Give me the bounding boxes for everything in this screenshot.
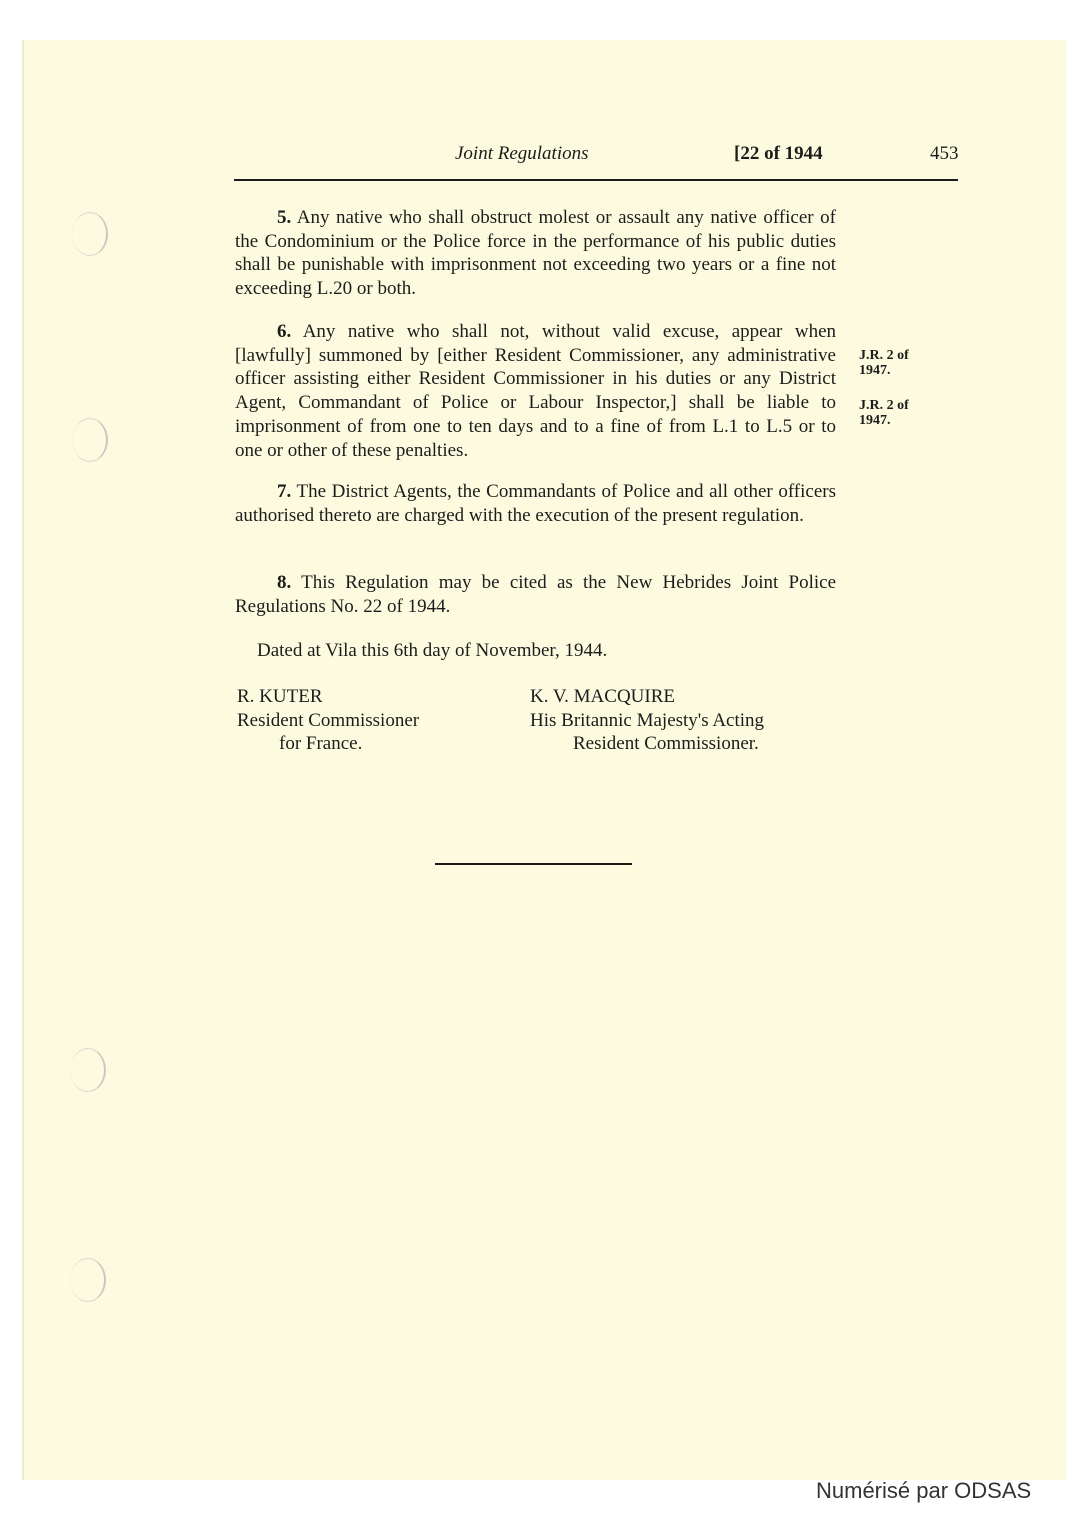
paragraph-7 xyxy=(235,480,836,527)
header-title: Joint Regulations xyxy=(455,143,589,164)
signatory-title: Resident Commissioner xyxy=(237,709,420,731)
paragraph-text: The District Agents, the Commandants of Police and all other officers authorised thereto are charged with the execution of the present regulation. xyxy=(235,481,836,526)
dated-line: Dated at Vila this 6th day of November, 1944. xyxy=(257,640,608,661)
paragraph-5 xyxy=(235,206,836,301)
paragraph-number: 8. xyxy=(277,572,292,593)
margin-note-line: J.R. 2 of xyxy=(859,348,909,363)
paragraph-number: 5. xyxy=(277,207,292,228)
paragraph-text: Any native who shall obstruct molest or assault any native officer of the Condominium or the Police force in the performance of his public duties shall be punishable with imprisonment not exceeding two years or a fine not exceeding L.20 or both. xyxy=(235,207,836,300)
paragraph-text: This Regulation may be cited as the New Hebrides Joint Police Regulations No. 22 of 1944. xyxy=(235,572,836,617)
signatory-britain xyxy=(530,685,764,756)
page-edge xyxy=(22,40,24,1480)
signatory-title: for France. xyxy=(279,733,363,754)
signatory-name: R. KUTER xyxy=(237,686,323,707)
paragraph-text: Any native who shall not, without valid excuse, appear when [lawfully] summoned by [either Resident Commissioner, any administrative officer assisting either Resident Commissioner in his duties or any District Agent, Commandant of Police or Labour Inspector,] shall be liable to imprisonment of from one to ten days and to a fine of from L.1 to L.5 or to one or other of these penalties. xyxy=(235,321,837,461)
paragraph-number: 6. xyxy=(277,321,292,342)
signatory-france xyxy=(237,685,419,756)
margin-note-line: 1947. xyxy=(859,413,891,428)
margin-note xyxy=(859,398,939,428)
punch-hole xyxy=(72,212,108,256)
signatory-title: His Britannic Majesty's Acting xyxy=(530,709,765,731)
punch-hole xyxy=(70,1048,106,1092)
margin-note-line: J.R. 2 of xyxy=(859,398,909,413)
margin-note xyxy=(859,348,939,378)
punch-hole xyxy=(72,418,108,462)
header-divider xyxy=(234,179,958,181)
end-divider xyxy=(435,863,632,865)
paragraph-8 xyxy=(235,571,836,618)
punch-hole xyxy=(70,1258,106,1302)
paragraph-6 xyxy=(235,320,836,462)
signatory-title: Resident Commissioner. xyxy=(573,733,759,754)
digitization-credit: Numérisé par ODSAS xyxy=(816,1478,1032,1503)
page-number: 453 xyxy=(930,143,959,164)
signatory-name: K. V. MACQUIRE xyxy=(530,686,675,707)
margin-note-line: 1947. xyxy=(859,363,891,378)
header-regulation-number: [22 of 1944 xyxy=(734,143,823,164)
paragraph-number: 7. xyxy=(277,481,292,502)
